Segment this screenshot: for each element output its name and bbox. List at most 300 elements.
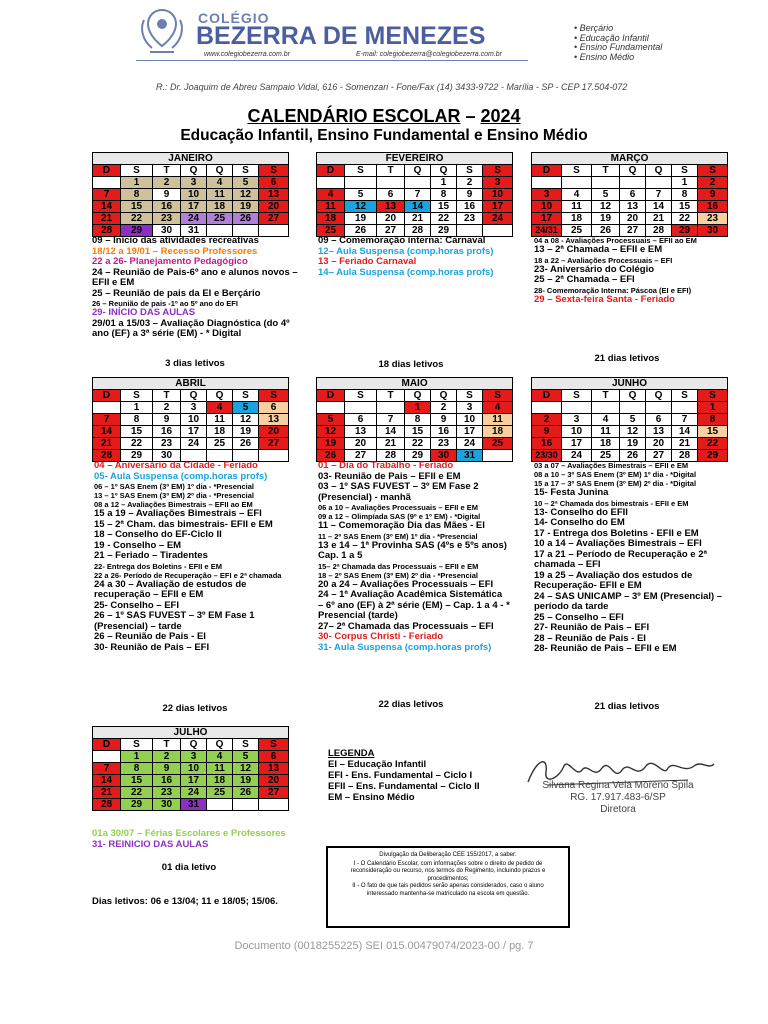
weekday-header: Q (646, 390, 672, 402)
week-row (317, 177, 513, 189)
calendar-note: 14– Aula Suspensa (comp.horas profs) (318, 266, 494, 278)
weekday-header: T (153, 165, 181, 177)
weekday-header: S (233, 165, 259, 177)
calendar-note: 08 a 12 – Avaliações Bimestrais – EFII ao EM (94, 500, 253, 509)
document-subtitle: Educação Infantil, Ensino Fundamental e Ensino Médio (180, 127, 588, 144)
school-label-small: COLÉGIO (198, 10, 270, 26)
week-row (317, 189, 513, 201)
title-dash: – (460, 106, 481, 126)
calendar-note: 06 – 1º SAS Enem (3º EM) 1º dia - *Presencial (94, 482, 254, 491)
month-name: JANEIRO (93, 153, 289, 165)
weekday-header: Q (181, 165, 207, 177)
day-cell: 15 (121, 426, 153, 438)
school-name: BEZERRA DE MENEZES (196, 22, 486, 50)
day-cell: 25 (207, 438, 233, 450)
day-cell: 10 (181, 763, 207, 775)
day-cell (562, 402, 592, 414)
day-cell: 23 (153, 438, 181, 450)
calendar-note: 30- Reunião de Pais – EFI (94, 641, 210, 653)
school-address: R.: Dr. Joaquim de Abreu Sampaio Vidal, 616 - Somenzari - Fone/Fax (14) 3433-9722 - Marília - SP - CEP 17.504-072 (156, 82, 628, 92)
week-row (532, 450, 728, 462)
day-cell: 29 (672, 225, 698, 237)
day-cell (620, 177, 646, 189)
day-cell (405, 177, 431, 189)
day-cell: 1 (431, 177, 457, 189)
weekday-header: Q (431, 390, 457, 402)
notes-jul (92, 829, 312, 850)
day-cell: 14 (377, 426, 405, 438)
day-cell: 25 (207, 213, 233, 225)
day-cell (646, 177, 672, 189)
legend-item: EI – Educação Infantil (328, 759, 427, 770)
day-cell: 21 (93, 787, 121, 799)
day-cell (259, 450, 289, 462)
calendar-note: 28 – Reunião de Pais - EI (534, 632, 646, 644)
day-cell: 6 (377, 189, 405, 201)
calendar-note: 19 - Conselho – EM (94, 539, 182, 551)
day-cell: 21 (405, 213, 431, 225)
weekday-header: S (233, 390, 259, 402)
weekday-header: D (93, 165, 121, 177)
weekday-header: S (259, 165, 289, 177)
week-row (93, 201, 289, 213)
day-cell: 18 (207, 775, 233, 787)
day-cell: 15 (431, 201, 457, 213)
calendar-note: 04 – Aniversário da Cidade - Feriado (94, 460, 258, 471)
day-cell: 25 (562, 225, 592, 237)
weekday-header: S (672, 165, 698, 177)
day-cell (377, 402, 405, 414)
day-cell: 16 (698, 201, 728, 213)
calendar-note: 17 a 21 – Período de Recuperação e 2ª chamada – EFI (534, 548, 708, 570)
calendar-note: 24 a 30 – Avaliação de estudos de recuperação – EFII e EM (94, 578, 247, 600)
week-row (532, 402, 728, 414)
calendar-note: 10 – 2ª Chamada dos bimestrais - EFII e EM (534, 498, 689, 508)
day-cell: 25 (483, 438, 513, 450)
day-cell: 7 (405, 189, 431, 201)
weekday-header: S (121, 165, 153, 177)
day-cell (93, 177, 121, 189)
day-cell: 18 (483, 426, 513, 438)
day-cell: 5 (592, 189, 620, 201)
day-cell: 29 (121, 450, 153, 462)
day-cell: 19 (345, 213, 377, 225)
calendar-note: 18 – 2º SAS Enem (3º EM) 2º dia - *Presencial (318, 570, 478, 580)
day-cell (259, 799, 289, 811)
day-cell: 28 (646, 225, 672, 237)
day-cell: 6 (259, 177, 289, 189)
day-cell: 4 (207, 177, 233, 189)
calendar-note: 29 – Sexta-feira Santa - Feriado (534, 293, 675, 305)
day-cell: 4 (562, 189, 592, 201)
day-cell: 20 (620, 213, 646, 225)
calendar-note: 18/12 a 19/01 – Recesso Professores (92, 245, 258, 257)
week-row (317, 438, 513, 450)
calendar-note: 03 – 1º SAS FUVEST – 3º EM Fase 2 (Presencial) - manhã (318, 481, 479, 503)
day-cell: 24 (181, 787, 207, 799)
day-cell: 2 (431, 402, 457, 414)
day-cell: 21 (646, 213, 672, 225)
calendar-note: 05- Aula Suspensa (comp.horas profs) (94, 470, 268, 482)
level-item: • Ensino Fundamental (574, 42, 663, 52)
calendar-note: 27– 2ª Chamada das Processuais – EFI (318, 620, 494, 632)
day-cell: 16 (153, 775, 181, 787)
document-footer: Documento (0018255225) SEI 015.00479074/2023-00 / pg. 7 (234, 940, 534, 952)
day-cell (233, 799, 259, 811)
day-cell: 29 (121, 225, 153, 237)
day-cell (646, 402, 672, 414)
day-cell: 29 (698, 450, 728, 462)
deliberation-notice-box (326, 846, 570, 928)
day-cell: 8 (405, 414, 431, 426)
day-cell: 24 (483, 213, 513, 225)
day-cell: 13 (259, 414, 289, 426)
school-days-may: 22 dias letivos (378, 699, 444, 710)
notes-may (318, 461, 510, 653)
title-main: CALENDÁRIO ESCOLAR (247, 106, 461, 126)
weekday-header: Q (207, 390, 233, 402)
notice-paragraph-1: I - O Calendário Escolar, com informações sobre o direito de pedido de reconsideração ou recurso, nos termos do Regimento, incluindo prazos e procedimentos; (350, 860, 546, 882)
day-cell: 7 (646, 189, 672, 201)
week-row (317, 402, 513, 414)
day-cell: 8 (431, 189, 457, 201)
day-cell: 22 (672, 213, 698, 225)
day-cell: 7 (93, 763, 121, 775)
calendar-note: 15 – 2ª Cham. das bimestrais- EFII e EM (94, 518, 273, 530)
calendar-note: 11 – Comemoração Dia das Mães - EI (318, 520, 485, 531)
day-cell: 9 (698, 189, 728, 201)
day-cell: 16 (431, 426, 457, 438)
day-cell: 27 (620, 225, 646, 237)
day-cell: 9 (532, 426, 562, 438)
day-cell: 12 (317, 426, 345, 438)
day-cell: 14 (93, 775, 121, 787)
day-cell: 15 (698, 426, 728, 438)
calendar-note: 26 – 1º SAS FUVEST – 3º EM Fase 1 (Presencial) – tarde (94, 610, 255, 632)
calendar-note: 24 – Reunião de Pais-6º ano e alunos novos – EFII e EM (92, 266, 298, 288)
legend-item: EM – Ensino Médio (328, 792, 415, 803)
day-cell: 18 (592, 438, 620, 450)
calendar-note: 15 a 19 – Avaliações Bimestrais – EFI (94, 508, 262, 519)
day-cell: 24/31 (532, 225, 562, 237)
day-cell: 19 (233, 426, 259, 438)
weekday-header: D (532, 390, 562, 402)
week-row (317, 426, 513, 438)
week-row (532, 201, 728, 213)
calendar-note: 13 – 2ª Chamada – EFII e EM (534, 244, 663, 255)
day-cell: 17 (181, 426, 207, 438)
day-cell: 18 (207, 201, 233, 213)
week-row (93, 787, 289, 799)
day-cell: 6 (345, 414, 377, 426)
day-cell: 3 (181, 751, 207, 763)
day-cell: 19 (233, 775, 259, 787)
calendar-note: 15– 2ª Chamada das Processuais – EFII e EM (318, 561, 479, 571)
day-cell: 15 (121, 201, 153, 213)
calendar-note: 10 a 14 – Avaliações Bimestrais – EFI (534, 538, 702, 549)
day-cell: 23 (153, 787, 181, 799)
calendar-note: 29/01 a 15/03 – Avaliação Diagnóstica (do 4º ano (EF) a 3ª série (EM) - * Digital (92, 317, 290, 339)
day-cell: 31 (181, 225, 207, 237)
day-cell: 3 (483, 177, 513, 189)
weekday-header: Q (181, 390, 207, 402)
weekday-header: Q (620, 390, 646, 402)
weekday-header: Q (207, 739, 233, 751)
day-cell: 8 (698, 414, 728, 426)
day-cell: 6 (620, 189, 646, 201)
day-cell: 15 (121, 775, 153, 787)
day-cell: 20 (646, 438, 672, 450)
day-cell: 12 (233, 189, 259, 201)
calendar-note: 28- Reunião de Pais – EFII e EM (534, 643, 677, 654)
weekday-header: S (457, 165, 483, 177)
day-cell: 13 (620, 201, 646, 213)
day-cell: 10 (457, 414, 483, 426)
weekday-header: Q (431, 165, 457, 177)
day-cell (672, 402, 698, 414)
day-cell: 23 (698, 213, 728, 225)
day-cell: 28 (405, 225, 431, 237)
day-cell: 11 (562, 201, 592, 213)
document-title (0, 106, 768, 127)
day-cell: 7 (93, 189, 121, 201)
level-item: • Berçário (574, 23, 614, 33)
day-cell: 5 (345, 189, 377, 201)
calendar-note: 23- Aniversário do Colégio (534, 263, 655, 275)
weekday-header: Q (405, 390, 431, 402)
weekday-header: Q (181, 739, 207, 751)
day-cell: 21 (93, 213, 121, 225)
day-cell: 17 (457, 426, 483, 438)
week-row (93, 189, 289, 201)
calendar-note: 09 – Início das atividades recreativas (92, 235, 259, 246)
day-cell: 2 (457, 177, 483, 189)
day-cell (532, 177, 562, 189)
notes-feb (318, 236, 518, 278)
week-row (93, 402, 289, 414)
day-cell: 4 (317, 189, 345, 201)
day-cell: 9 (457, 189, 483, 201)
day-cell (562, 177, 592, 189)
signatory-name: Silvana Regina Vela Moreno Spila (542, 780, 694, 791)
notes-jan (92, 236, 298, 340)
calendar-note: 03- Reunião de Pais – EFII e EM (318, 470, 461, 482)
day-cell: 12 (345, 201, 377, 213)
calendar-note: 17 - Entrega dos Boletins - EFII e EM (534, 527, 699, 539)
day-cell: 4 (207, 751, 233, 763)
day-cell: 3 (532, 189, 562, 201)
day-cell: 22 (121, 438, 153, 450)
weekday-header: S (483, 390, 513, 402)
day-cell (317, 402, 345, 414)
weekday-header: Q (620, 165, 646, 177)
school-website: www.colegiobezerra.com.br (204, 51, 290, 58)
week-row (93, 426, 289, 438)
calendar-junho (531, 377, 728, 462)
week-row (93, 213, 289, 225)
calendar-note: 12– Aula Suspensa (comp.horas profs) (318, 245, 494, 257)
day-cell: 17 (181, 201, 207, 213)
day-cell: 28 (672, 450, 698, 462)
day-cell: 23 (431, 438, 457, 450)
weekday-header: S (698, 390, 728, 402)
day-cell (377, 177, 405, 189)
weekday-header: S (345, 390, 377, 402)
week-row (532, 189, 728, 201)
day-cell: 29 (431, 225, 457, 237)
day-cell: 1 (121, 402, 153, 414)
week-row (93, 751, 289, 763)
day-cell: 3 (457, 402, 483, 414)
calendar-note: 25 – 2ª Chamada – EFI (534, 274, 635, 285)
day-cell: 20 (259, 426, 289, 438)
calendar-note: 01 – Dia do Trabalho - Feriado (318, 460, 454, 471)
day-cell: 4 (207, 402, 233, 414)
weekday-header: S (698, 165, 728, 177)
day-cell: 20 (259, 775, 289, 787)
day-cell: 2 (153, 751, 181, 763)
day-cell: 9 (153, 414, 181, 426)
day-cell (592, 177, 620, 189)
day-cell: 8 (672, 189, 698, 201)
day-cell: 13 (377, 201, 405, 213)
month-name: MARÇO (532, 153, 728, 165)
day-cell: 11 (207, 763, 233, 775)
week-row (532, 177, 728, 189)
weekday-header: T (592, 165, 620, 177)
legend (328, 748, 480, 803)
legend-title: LEGENDA (328, 748, 375, 759)
weekday-header: S (562, 165, 592, 177)
calendar-note: 22 a 26- Período de Recuperação – EFI e 2ª chamada (94, 570, 282, 580)
day-cell: 28 (93, 799, 121, 811)
calendar-janeiro (92, 152, 289, 237)
calendar-note: 09 – Comemoração interna: Carnaval (318, 235, 486, 246)
day-cell: 22 (431, 213, 457, 225)
calendar-note: 25 – Reunião de pais da EI e Berçário (92, 287, 261, 299)
header-divider (136, 60, 528, 61)
signature-block (508, 752, 748, 832)
weekday-header: Q (646, 165, 672, 177)
day-cell: 16 (153, 201, 181, 213)
day-cell: 25 (317, 225, 345, 237)
day-cell: 20 (259, 201, 289, 213)
calendar-note: 11 – 2º SAS Enem (3º EM) 1º dia - *Presencial (318, 531, 478, 541)
calendar-note: 06 a 10 – Avaliações Processuais – EFII e EM (318, 503, 478, 512)
calendar-note: 26 – Reunião de Pais - EI (94, 631, 206, 642)
calendar-note: 22- Entrega dos Boletins - EFII e EM (94, 561, 222, 571)
month-name: JULHO (93, 727, 289, 739)
day-cell: 28 (93, 225, 121, 237)
day-cell: 9 (153, 763, 181, 775)
day-cell: 8 (121, 414, 153, 426)
day-cell (93, 402, 121, 414)
week-row (317, 414, 513, 426)
day-cell: 28 (377, 450, 405, 462)
notice-title: Divulgação da Deliberação CEE 155/2017, a saber: (379, 852, 517, 858)
calendar-note: 28- Comemoração Interna: Páscoa (EI e EFI) (534, 285, 692, 295)
day-cell: 14 (672, 426, 698, 438)
day-cell: 26 (233, 438, 259, 450)
calendar-note: 04 a 08 - Avaliações Processuais – EFII ao EM (534, 236, 697, 245)
calendar-note: 15- Festa Junina (534, 487, 609, 498)
day-cell (317, 177, 345, 189)
day-cell: 13 (345, 426, 377, 438)
day-cell: 2 (153, 177, 181, 189)
day-cell: 7 (672, 414, 698, 426)
day-cell: 26 (317, 450, 345, 462)
calendar-note: 13 e 14 – 1ª Provinha SAS (4ºs e 5ºs anos) Cap. 1 a 5 (318, 539, 507, 561)
calendar-note: 09 a 12 – Olimpíada SAS (9º e 1º EM) - *Digital (318, 512, 481, 521)
day-cell (345, 177, 377, 189)
day-cell: 27 (259, 787, 289, 799)
day-cell: 6 (259, 402, 289, 414)
day-cell: 26 (592, 225, 620, 237)
calendar-note: 24 – 1ª Avaliação Acadêmica Sistemática – 6º ano (EF) à 2ª série (EM) – Cap. 1 a 4 - * Presencial (tarde) (318, 589, 510, 621)
day-cell: 30 (153, 225, 181, 237)
day-cell: 19 (317, 438, 345, 450)
weekday-header: D (93, 390, 121, 402)
calendar-note: 20 a 24 – Avaliações Processuais – EFI (318, 578, 494, 590)
day-cell: 12 (620, 426, 646, 438)
calendar-note: 15 a 17 – 3º SAS Enem (3º EM) 2º dia - *Digital (534, 479, 697, 488)
day-cell (259, 225, 289, 237)
day-cell: 9 (431, 414, 457, 426)
day-cell: 2 (153, 402, 181, 414)
week-row (532, 438, 728, 450)
signatory-rg: RG. 17.917.483-6/SP (570, 792, 666, 803)
calendar-abril (92, 377, 289, 462)
notes-mar (534, 236, 734, 305)
day-cell: 21 (93, 438, 121, 450)
day-cell (532, 402, 562, 414)
weekday-header: Q (405, 165, 431, 177)
week-row (93, 775, 289, 787)
weekday-header: T (153, 390, 181, 402)
day-cell: 24 (181, 438, 207, 450)
day-cell: 5 (233, 177, 259, 189)
weekday-header: S (345, 165, 377, 177)
week-row (93, 414, 289, 426)
legend-item: EFI - Ens. Fundamental – Ciclo I (328, 770, 473, 781)
day-cell: 20 (345, 438, 377, 450)
level-item: • Educação Infantil (574, 32, 649, 43)
day-cell: 24 (181, 213, 207, 225)
day-cell: 20 (377, 213, 405, 225)
day-cell: 7 (377, 414, 405, 426)
day-cell: 23/30 (532, 450, 562, 462)
calendar-julho (92, 726, 289, 811)
day-cell: 16 (153, 426, 181, 438)
calendar-note: 27- Reunião de Pais – EFI (534, 622, 650, 633)
calendar-note: 18 – Conselho do EF-Ciclo II (94, 529, 222, 540)
day-cell: 27 (345, 450, 377, 462)
day-cell: 24 (457, 438, 483, 450)
day-cell: 19 (233, 201, 259, 213)
day-cell: 5 (233, 751, 259, 763)
day-cell: 9 (153, 189, 181, 201)
day-cell: 19 (620, 438, 646, 450)
calendar-fevereiro (316, 152, 513, 237)
day-cell: 17 (532, 213, 562, 225)
education-levels (574, 24, 662, 62)
day-cell: 26 (345, 225, 377, 237)
weekday-header: Q (207, 165, 233, 177)
day-cell: 4 (592, 414, 620, 426)
day-cell: 2 (532, 414, 562, 426)
weekday-header: S (121, 739, 153, 751)
day-cell: 11 (207, 414, 233, 426)
